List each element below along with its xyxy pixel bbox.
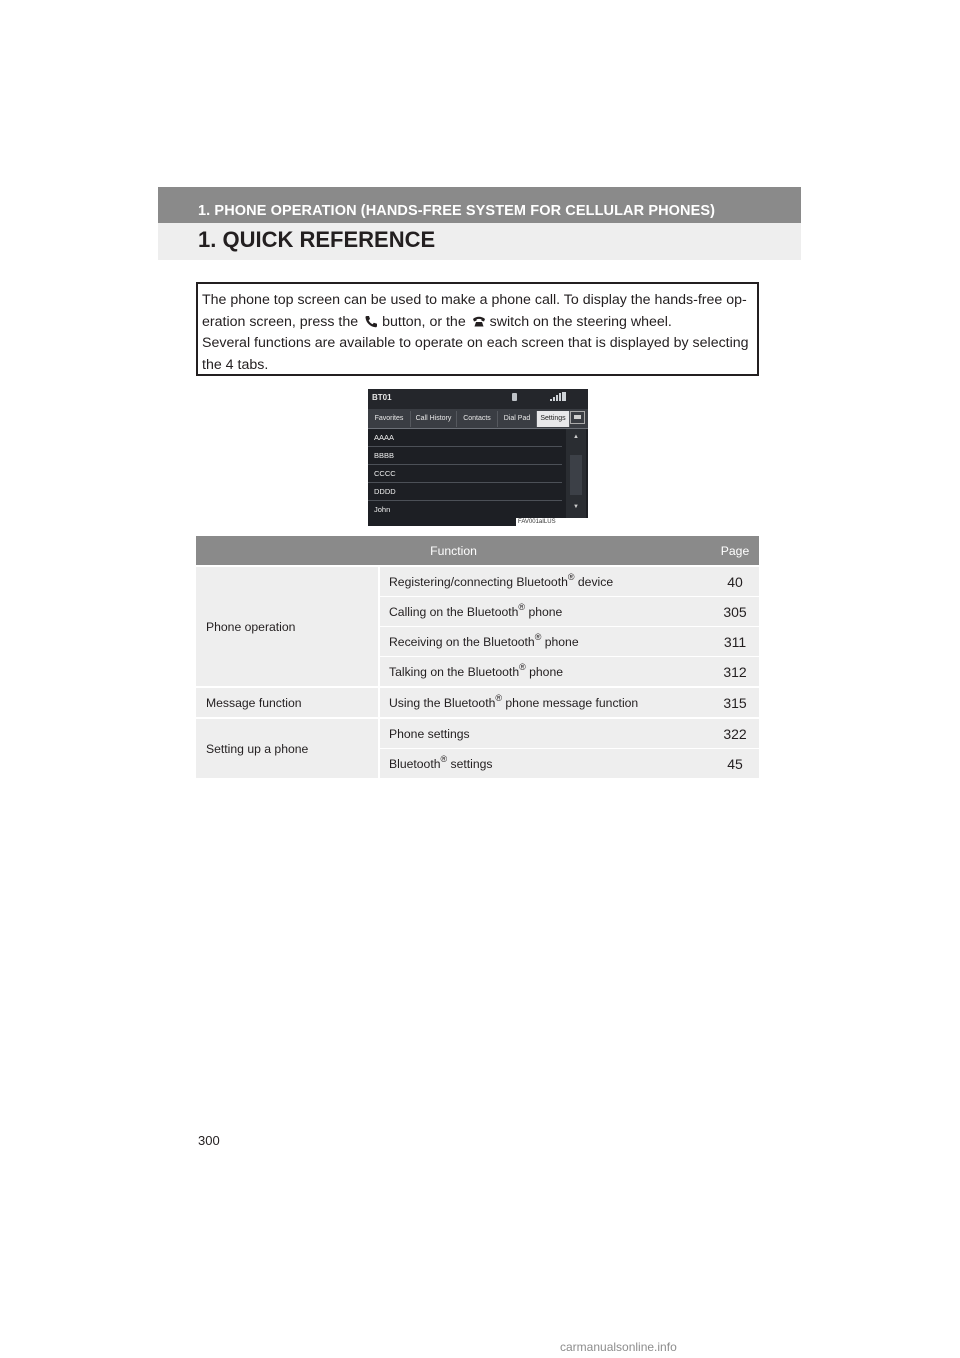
contact-row[interactable]: John xyxy=(374,505,391,514)
intro-text-1: The phone top screen can be used to make a phone call. To display the hands-free op- xyxy=(202,292,747,308)
intro-text-2b: button, or the xyxy=(382,313,466,330)
function-cell: Using the Bluetooth® phone message function xyxy=(379,687,711,718)
scroll-down-arrow-icon[interactable]: ▼ xyxy=(573,504,579,510)
scrollbar-thumb[interactable] xyxy=(570,455,582,495)
table-row xyxy=(196,718,759,749)
phone-top-screen-image xyxy=(368,389,588,526)
tab-contacts[interactable]: Contacts xyxy=(457,411,498,427)
intro-line-2 xyxy=(202,312,753,334)
page-number: 300 xyxy=(198,1133,220,1148)
function-cell: Registering/connecting Bluetooth® device xyxy=(379,566,711,597)
scroll-up-arrow-icon[interactable]: ▲ xyxy=(573,434,579,440)
table-row xyxy=(196,566,759,597)
quick-reference-table xyxy=(196,536,759,778)
battery-icon xyxy=(562,392,566,401)
intro-text-2a: eration screen, press the xyxy=(202,313,359,330)
category-cell: Phone operation xyxy=(196,566,379,687)
contact-row[interactable]: CCCC xyxy=(368,465,562,483)
device-name: BT01 xyxy=(372,393,392,402)
page-cell: 45 xyxy=(711,749,759,779)
signal-strength-icon xyxy=(550,393,562,401)
page-cell: 315 xyxy=(711,687,759,718)
function-cell: Bluetooth® settings xyxy=(379,749,711,779)
function-cell: Phone settings xyxy=(379,718,711,749)
watermark-text: carmanualsonline.info xyxy=(560,1340,677,1354)
category-cell: Message function xyxy=(196,687,379,718)
page-cell: 312 xyxy=(711,657,759,688)
intro-line-3: Several functions are available to operate on each screen that is displayed by selecting the 4 tabs. xyxy=(202,335,749,373)
category-cell: Setting up a phone xyxy=(196,718,379,778)
bluetooth-status-icon xyxy=(512,393,517,401)
column-header-page: Page xyxy=(711,536,759,566)
intro-box xyxy=(196,282,759,376)
table-row xyxy=(196,687,759,718)
function-cell: Receiving on the Bluetooth® phone xyxy=(379,627,711,657)
table-header-row xyxy=(196,536,759,566)
page-cell: 40 xyxy=(711,566,759,597)
contact-row[interactable]: DDDD xyxy=(368,483,562,501)
image-code: FAV001aILUS xyxy=(516,518,588,526)
page-cell: 311 xyxy=(711,627,759,657)
function-cell: Talking on the Bluetooth® phone xyxy=(379,657,711,688)
tab-settings[interactable]: Settings xyxy=(537,411,570,427)
phone-icon xyxy=(364,315,378,328)
page-cell: 322 xyxy=(711,718,759,749)
column-header-function: Function xyxy=(196,536,711,566)
intro-line-1 xyxy=(202,290,753,312)
function-cell: Calling on the Bluetooth® phone xyxy=(379,597,711,627)
contact-row[interactable]: AAAA xyxy=(368,429,562,447)
page-cell: 305 xyxy=(711,597,759,627)
contact-row[interactable]: BBBB xyxy=(368,447,562,465)
steering-phone-switch-icon xyxy=(472,315,486,328)
tab-dial-pad[interactable]: Dial Pad xyxy=(498,411,537,427)
chapter-title: 1. QUICK REFERENCE xyxy=(198,227,436,252)
back-button[interactable] xyxy=(570,411,585,424)
tab-call-history[interactable]: Call History xyxy=(411,411,457,427)
section-title: 1. PHONE OPERATION (HANDS-FREE SYSTEM FOR CELLULAR PHONES) xyxy=(198,203,716,219)
intro-text-2c: switch on the steering wheel. xyxy=(489,313,672,330)
tab-favorites[interactable]: Favorites xyxy=(368,411,411,427)
